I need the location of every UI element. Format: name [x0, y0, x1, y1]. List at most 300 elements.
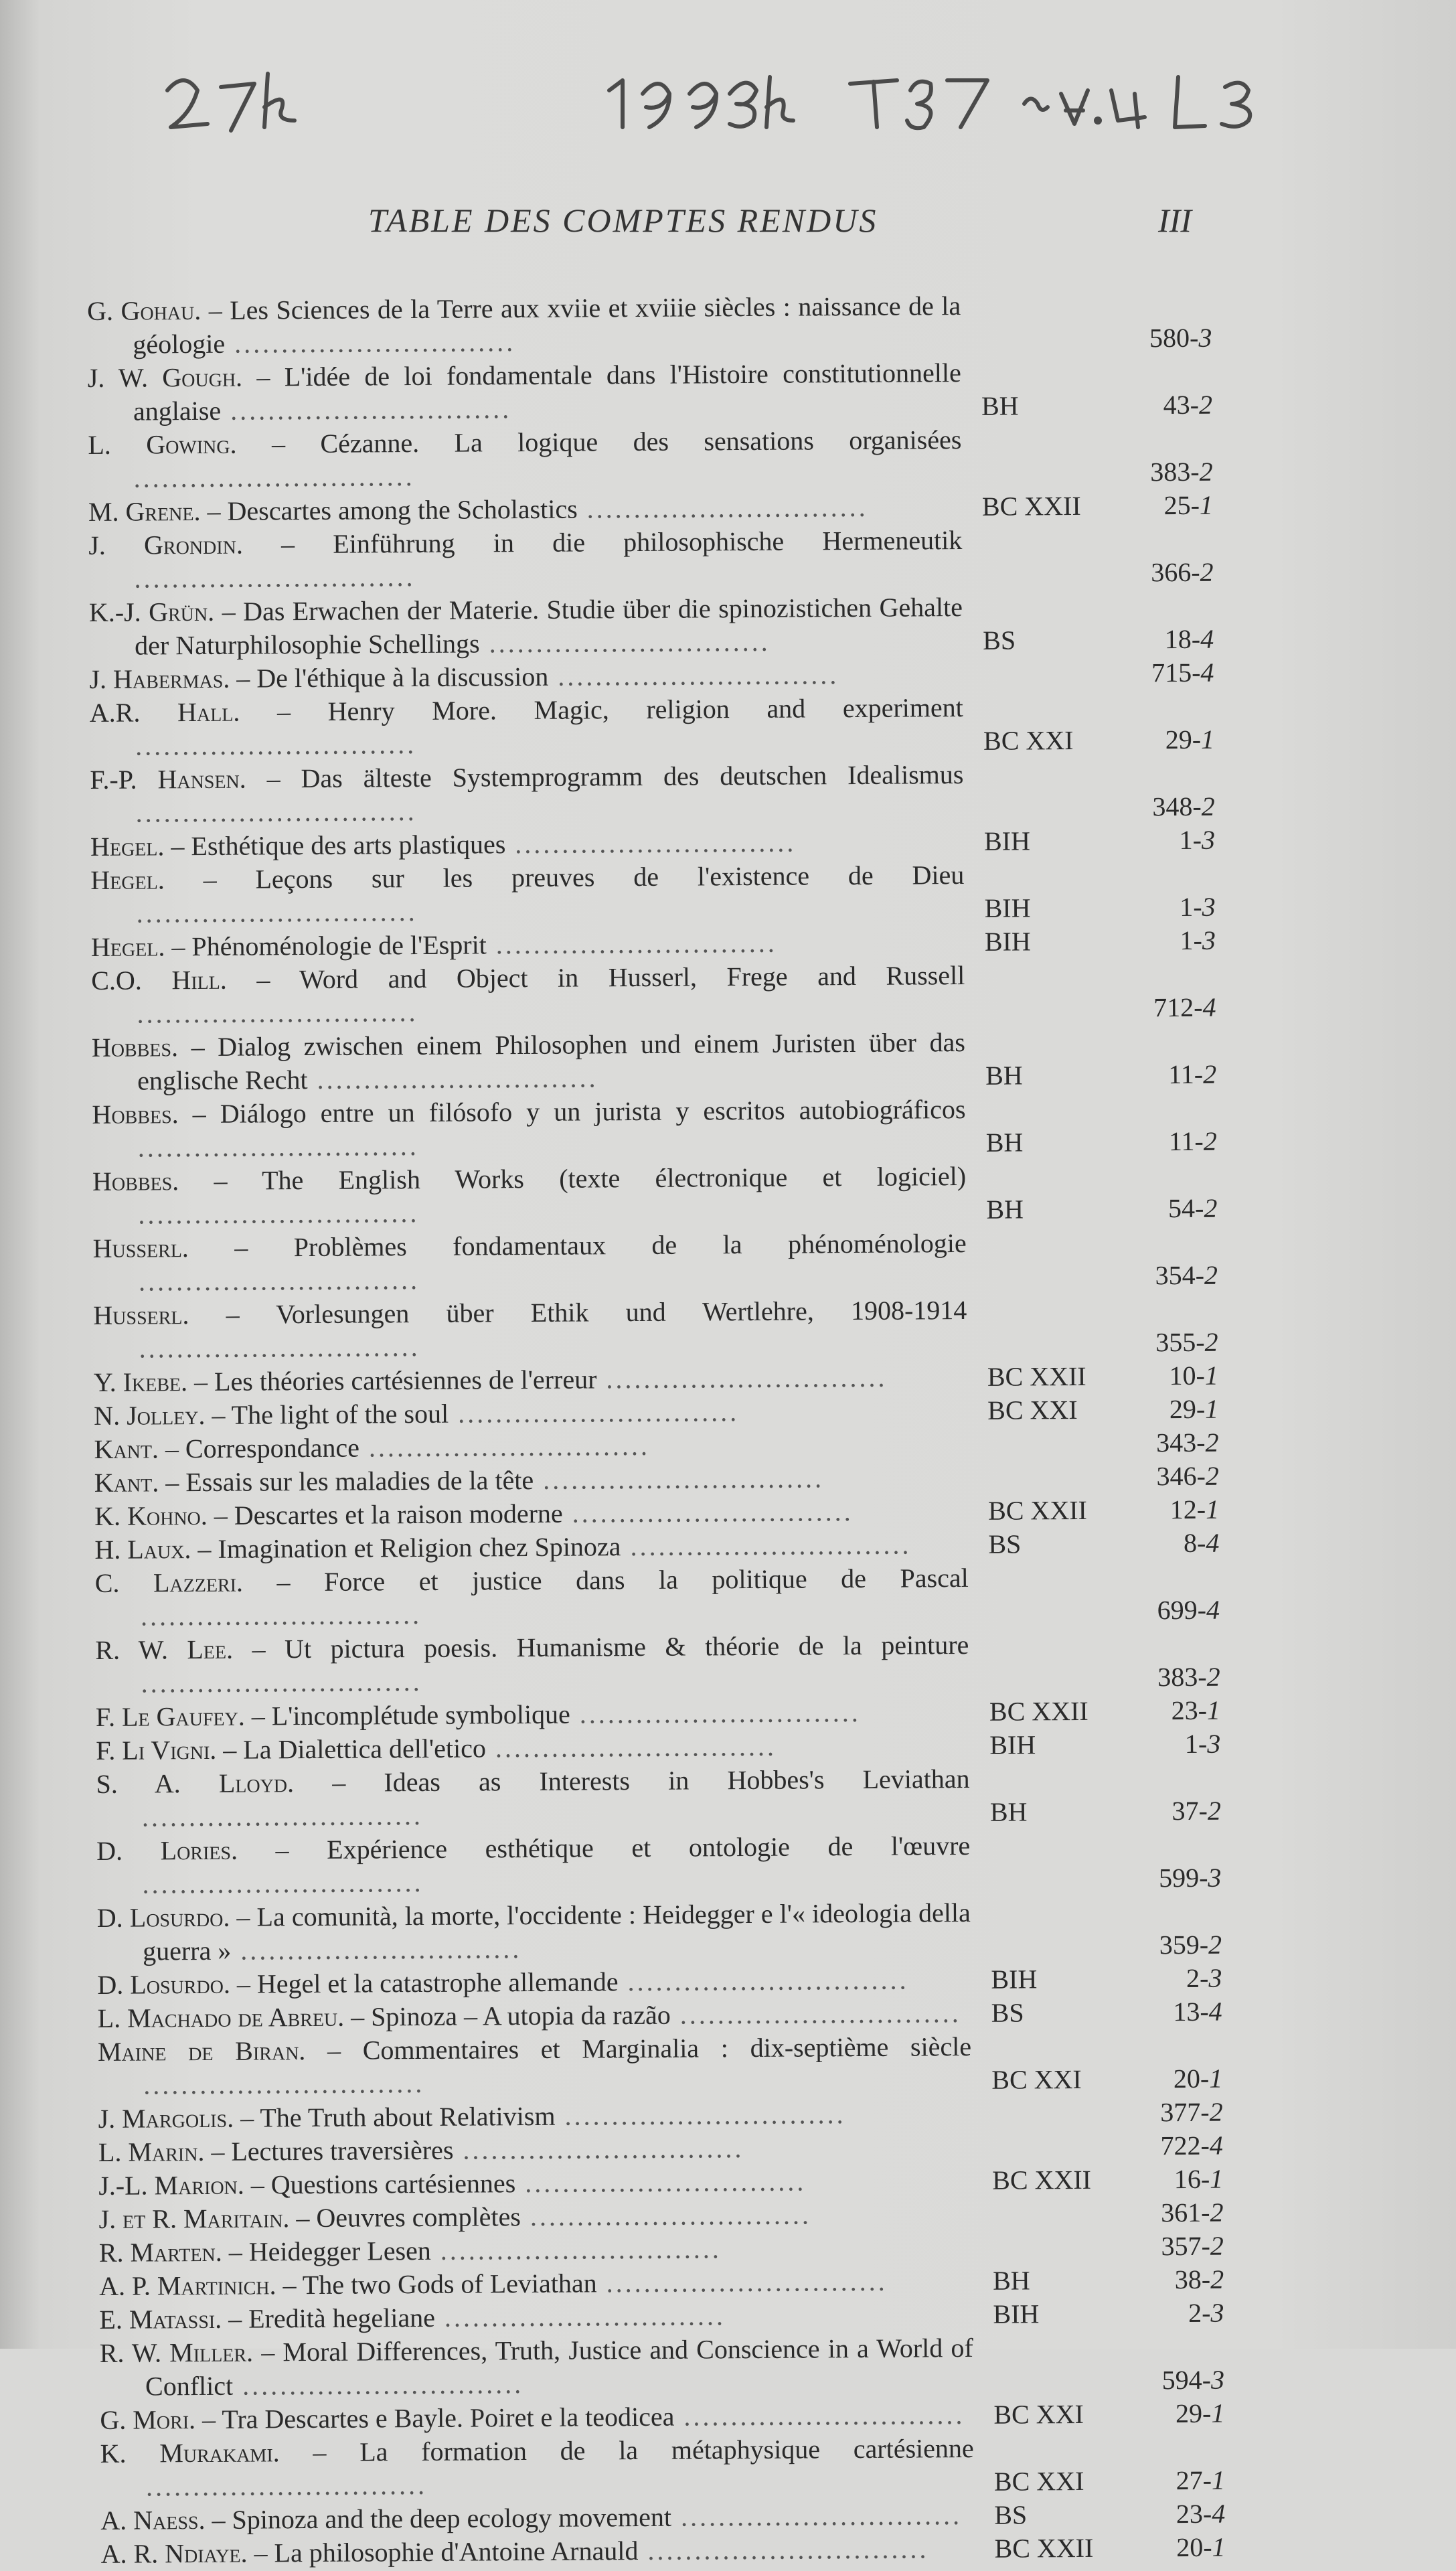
entry-author: G. Mori. [100, 2404, 196, 2435]
entry-author: H. Laux. [94, 1534, 191, 1565]
entry-page: 16- [1174, 2163, 1210, 2195]
entry-title: The English Works (texte électronique et logiciel) [262, 1161, 967, 1196]
entry-issue: 1 [1211, 2465, 1226, 2495]
entry-collection: BC XXI [991, 2063, 1082, 2095]
entry-body: A.R. Hall. – Henry More. Magic, religion and experiment .............................. [89, 692, 963, 761]
entry-collection: BS [988, 1529, 1022, 1559]
entry-page-ref [1084, 1359, 1218, 1393]
dot-leader: .............................. [596, 1362, 888, 1395]
entry-page: 29- [1165, 724, 1202, 755]
dot-leader: .............................. [485, 1731, 777, 1764]
entry-author: K. Murakami. [100, 2437, 280, 2469]
table-row [96, 1828, 1222, 1901]
entry-title: Questions cartésiennes [270, 2168, 516, 2200]
dot-leader: .............................. [448, 1397, 740, 1429]
entry-body: Hegel. – Leçons sur les preuves de l'existence de Dieu .............................. [90, 860, 965, 929]
entry-body: Kant. – Correspondance .............................. [94, 1430, 650, 1464]
table-row [100, 2531, 1225, 2571]
entry-issue: 4 [1206, 1527, 1220, 1558]
entry-page-ref [1088, 2062, 1222, 2096]
entry-issue: 2 [1207, 1795, 1222, 1826]
table-row [90, 824, 1215, 864]
page-number: III [1158, 202, 1192, 239]
entry-title: Diálogo entre un filósofo y un jurista y escritos autobiográficos [220, 1094, 966, 1129]
entry-page: 715- [1151, 657, 1201, 688]
entry-collection: BIH [993, 2299, 1040, 2329]
entry-body: D. Losurdo. – La comunità, la morte, l'occidente : Heidegger e l'« ideologia della guerra » .............................. [96, 1897, 971, 1966]
entry-issue: 1 [1209, 2063, 1223, 2094]
entry-issue: 3 [1202, 925, 1216, 955]
entry-page-ref [1084, 1393, 1218, 1427]
entry-title: La formation de la métaphysique cartésienne [359, 2432, 974, 2467]
entry-page: 10- [1169, 1360, 1206, 1391]
entry-body: F.-P. Hansen. – Das älteste Systemprogramm des deutschen Idealismus .............................. [90, 759, 964, 828]
entry-title: Esthétique des arts plastiques [191, 829, 506, 862]
entry-author: G. Gohau. [87, 295, 201, 326]
entry-title: Einführung in die philosophische Hermeneutik [333, 525, 963, 559]
entry-issue: 3 [1210, 2297, 1224, 2328]
entry-title: Moral Differences, Truth, Justice and Conscience in a World of Conflict [145, 2332, 973, 2402]
entry-page: 1- [1180, 925, 1203, 956]
entry-author: F. Le Gaufey. [95, 1701, 245, 1732]
entry-title: The light of the soul [231, 1398, 449, 1430]
entry-title: Les théories cartésiennes de l'erreur [214, 1364, 597, 1397]
entry-issue: 2 [1206, 1661, 1220, 1692]
entry-collection: BC XXII [981, 490, 1081, 522]
entry-title: Das Erwachen der Materie. Studie über die spinozistichen Gehalte der Naturphilosophie Schellings [135, 592, 963, 661]
entry-collection: BC XXII [992, 2164, 1092, 2195]
entry-body: C.O. Hill. – Word and Object in Husserl, Frege and Russell .............................. [91, 960, 965, 1029]
entry-issue: 2 [1204, 1259, 1218, 1290]
entry-title: Tra Descartes e Bayle. Poiret e la teodicea [222, 2401, 675, 2434]
dot-leader: .............................. [486, 927, 777, 960]
entry-collection: BIH [983, 826, 1031, 856]
entry-issue: 3 [1210, 2364, 1225, 2395]
entry-issue: 4 [1200, 657, 1214, 688]
entry-page-ref [1082, 924, 1216, 958]
entry-author: M. Grene. [88, 495, 201, 527]
entry-page: 712- [1153, 992, 1203, 1023]
entry-issue: 2 [1208, 1929, 1222, 1960]
entry-author: K. Kohno. [94, 1500, 208, 1531]
entry-title: Das älteste Systemprogramm des deutschen Idealismus [301, 759, 964, 794]
entry-page: 348- [1152, 791, 1202, 822]
entry-page: 12- [1169, 1494, 1206, 1525]
entry-title: De l'éthique à la discussion [256, 661, 549, 694]
entry-page: 599- [1159, 1862, 1208, 1893]
entry-author: K.-J. Grün. [88, 596, 215, 627]
entry-body: K. Murakami. – La formation de la métaphysique cartésienne .............................. [100, 2432, 974, 2502]
entry-page: 383- [1150, 456, 1200, 487]
entry-body: G. Mori. – Tra Descartes e Bayle. Poiret e la teodicea .............................. [100, 2400, 965, 2435]
dot-leader: .............................. [233, 2369, 524, 2401]
entry-page-ref [1085, 1460, 1219, 1494]
dot-leader: .............................. [139, 1331, 420, 1364]
table-row [90, 690, 1215, 763]
entry-page-ref [1080, 656, 1214, 690]
dot-leader: .............................. [220, 394, 512, 426]
dot-leader: .............................. [307, 1063, 598, 1095]
dot-leader: .............................. [135, 796, 417, 828]
entry-body: Hobbes. – Dialog zwischen einem Philosophen und einem Juristen über das englische Recht .............................. [91, 1027, 965, 1096]
entry-title: The two Gods of Leviathan [302, 2268, 597, 2301]
entry-title: Descartes et la raison moderne [234, 1498, 563, 1531]
entry-issue: 1 [1210, 2163, 1224, 2194]
entry-body: Kant. – Essais sur les maladies de la tête .............................. [94, 1463, 825, 1498]
entry-author: Hegel. [90, 931, 165, 962]
entry-page-ref [1082, 991, 1216, 1025]
table-row [87, 288, 1212, 362]
entry-author: J. Habermas. [89, 663, 230, 694]
entry-page: 699- [1157, 1594, 1207, 1626]
entry-body: L. Gowing. – Cézanne. La logique des sensations organisées .............................. [88, 424, 962, 493]
dot-leader: .............................. [548, 659, 839, 692]
entry-page: 594- [1161, 2364, 1212, 2396]
entry-page-ref [1084, 1326, 1218, 1360]
entry-collection: BC XXI [993, 2398, 1084, 2430]
entry-issue: 2 [1210, 2264, 1224, 2294]
entry-title: La philosophie d'Antoine Arnauld [274, 2536, 639, 2568]
entry-page-ref [1084, 1426, 1218, 1460]
entry-body: L. Machado de Abreu. – Spinoza – A utopia da razão .............................. [97, 1998, 961, 2033]
entry-author: A. Naess. [100, 2504, 206, 2536]
entry-page-ref [1083, 1125, 1217, 1159]
entry-page-ref [1086, 1660, 1220, 1695]
entry-page-ref [1089, 2163, 1223, 2197]
entry-title: Leçons sur les preuves de l'existence de Dieu [255, 860, 965, 894]
table-row [95, 1560, 1220, 1634]
entry-page: 1- [1180, 891, 1202, 923]
entry-author: L. Marin. [98, 2136, 205, 2167]
dot-leader: .............................. [570, 1697, 861, 1729]
entry-author: Kant. [94, 1433, 159, 1464]
entry-body: D. Lories. – Expérience esthétique et ontologie de l'œuvre .............................. [96, 1830, 971, 1899]
entry-title: Expérience esthétique et ontologie de l'œuvre [327, 1830, 971, 1865]
entry-title: Problèmes fondamentaux de la phénoménologie [293, 1228, 967, 1263]
entry-issue: 2 [1201, 791, 1215, 822]
entry-page-ref [1086, 1694, 1220, 1728]
entry-page-ref [1080, 723, 1214, 757]
entry-body: G. Gohau. – Les Sciences de la Terre aux xviie et xviiie siècles : naissance de la géologie .............................. [87, 291, 961, 360]
entry-collection: BC XXI [993, 2465, 1084, 2497]
dot-leader: .............................. [138, 1197, 420, 1230]
page-header [368, 201, 1192, 254]
entry-collection: BIH [991, 1964, 1038, 1995]
entry-body: R. W. Miller. – Moral Differences, Truth, Justice and Conscience in a World of Conflict .............................. [99, 2332, 973, 2402]
entry-page-ref [1081, 824, 1215, 858]
table-row [98, 1995, 1222, 2035]
entry-issue: 1 [1206, 1695, 1221, 1725]
dot-leader: .............................. [135, 729, 417, 761]
entry-collection: BH [985, 1060, 1023, 1091]
entry-page-ref [1081, 790, 1215, 824]
dot-leader: .............................. [479, 626, 771, 659]
entry-title: Ideas as Interests in Hobbes's Leviathan [384, 1763, 970, 1798]
entry-issue: 2 [1210, 2197, 1224, 2228]
entry-page: 25- [1163, 489, 1200, 521]
dot-leader: .............................. [671, 2500, 963, 2532]
entry-body: Maine de Biran. – Commentaires et Marginalia : dix-septième siècle .............................. [97, 2031, 972, 2100]
entry-body: D. Losurdo. – Hegel et la catastrophe allemande .............................. [97, 1964, 909, 2000]
entry-issue: 3 [1198, 322, 1212, 353]
entry-body: E. Matassi. – Eredità hegeliane .............................. [99, 2301, 726, 2335]
entry-body: R. Marten. – Heidegger Lesen .............................. [98, 2234, 722, 2268]
entry-page: 23- [1176, 2498, 1212, 2529]
entry-author: Hegel. [90, 831, 165, 862]
entry-body: Hobbes. – The English Works (texte électronique et logiciel) .............................. [92, 1161, 967, 1230]
entry-body: F. Le Gaufey. – L'incomplétude symbolique .............................. [95, 1697, 861, 1732]
entry-title: Oeuvres complètes [316, 2201, 521, 2233]
entry-body: J.-L. Marion. – Questions cartésiennes .............................. [98, 2166, 807, 2201]
dot-leader: .............................. [577, 491, 868, 524]
entry-title: Ut pictura poesis. Humanisme & théorie de la peinture [284, 1629, 969, 1664]
entry-collection: BC XXI [987, 1394, 1078, 1425]
entry-page: 43- [1163, 389, 1200, 420]
entry-issue: 2 [1205, 1460, 1219, 1491]
entry-title: Cézanne. La logique des sensations organisées [320, 424, 962, 459]
entry-collection: BC XXII [994, 2532, 1094, 2564]
entry-page-ref [1088, 1928, 1222, 1962]
entry-title: Commentaires et Marginalia : dix-septième siècle [362, 2031, 972, 2066]
entry-page: 20- [1176, 2531, 1212, 2563]
entry-body: C. Lazzeri. – Force et justice dans la politique de Pascal .............................. [94, 1562, 969, 1632]
entry-author: J.-L. Marion. [98, 2169, 244, 2201]
table-row [90, 857, 1216, 931]
entry-author: N. Jolley. [94, 1399, 206, 1431]
entry-page-ref [1078, 455, 1212, 489]
entry-collection: BH [986, 1194, 1024, 1225]
entry-page-ref [1079, 489, 1213, 523]
entry-author: Husserl. [93, 1300, 189, 1330]
entry-author: D. Lories. [96, 1835, 238, 1866]
entry-page: 361- [1161, 2197, 1210, 2228]
entry-author: C. Lazzeri. [94, 1567, 244, 1598]
entry-page: 366- [1151, 556, 1200, 588]
entry-title: L'idée de loi fondamentale dans l'Histoire constitutionnelle anglaise [133, 358, 961, 426]
entry-body: L. Marin. – Lectures traversières .............................. [98, 2133, 744, 2167]
entry-issue: 3 [1202, 891, 1216, 922]
entry-page-ref [1087, 1794, 1221, 1828]
table-row [97, 1895, 1222, 1968]
table-row [98, 2029, 1223, 2102]
entry-issue: 2 [1209, 2096, 1223, 2127]
table-row [100, 2330, 1225, 2404]
entry-issue: 4 [1208, 1996, 1222, 2027]
dot-leader: .............................. [515, 2166, 807, 2199]
entry-page: 2- [1186, 1962, 1209, 1994]
entry-page-ref [1078, 388, 1212, 422]
table-row [99, 2296, 1224, 2337]
entry-author: A. P. Martinich. [99, 2270, 276, 2301]
entry-title: Les Sciences de la Terre aux xviie et xviiie siècles : naissance de la géologie [133, 291, 961, 360]
entry-author: F.-P. Hansen. [90, 763, 246, 795]
entry-page-ref [1080, 623, 1214, 657]
entry-body: M. Grene. – Descartes among the Scholastics .............................. [88, 491, 868, 527]
entry-issue: 2 [1199, 456, 1213, 487]
entry-body: J. Habermas. – De l'éthique à la discussion .............................. [89, 659, 839, 694]
entry-body: Husserl. – Vorlesungen über Ethik und Wertlehre, 1908-1914 .............................. [93, 1295, 967, 1364]
dot-leader: .............................. [434, 2301, 726, 2333]
entry-page: 383- [1157, 1661, 1207, 1693]
dot-leader: .............................. [596, 2266, 888, 2299]
entry-issue: 3 [1207, 1728, 1221, 1759]
entry-page: 27- [1176, 2465, 1212, 2496]
dot-leader: .............................. [453, 2133, 744, 2165]
entry-collection: BS [991, 1997, 1024, 2028]
entry-author: C.O. Hill. [91, 964, 227, 996]
entry-page-ref [1085, 1527, 1219, 1561]
entry-page-ref [1090, 2296, 1224, 2331]
table-row [91, 924, 1216, 964]
dot-leader: .............................. [142, 1867, 424, 1899]
table-row [92, 1158, 1218, 1232]
entry-body: Y. Ikebe. – Les théories cartésiennes de l'erreur .............................. [93, 1362, 888, 1397]
table-row [100, 2397, 1224, 2437]
entry-page: 11- [1168, 1125, 1204, 1157]
entry-page-ref [1079, 556, 1213, 590]
entry-title: Phénoménologie de l'Esprit [191, 929, 487, 962]
entry-page: 54- [1167, 1192, 1204, 1224]
entry-page: 2- [1188, 2297, 1211, 2329]
entry-author: R. Marten. [98, 2236, 222, 2268]
entry-collection: BIH [984, 892, 1031, 923]
entry-author: A.R. Hall. [89, 696, 240, 728]
entry-collection: BIH [989, 1729, 1036, 1760]
entry-body: J. Grondin. – Einführung in die philosophische Hermeneutik .............................. [88, 525, 963, 594]
entry-author: L. Gowing. [88, 428, 237, 460]
entry-collection: BH [989, 1796, 1028, 1827]
entry-body: J. W. Gough. – L'idée de loi fondamentale dans l'Histoire constitutionnelle anglaise .............................. [87, 358, 961, 426]
entry-page: 29- [1175, 2398, 1212, 2429]
entry-title: Hegel et la catastrophe allemande [256, 1966, 619, 1999]
entry-author: Kant. [94, 1467, 159, 1498]
entry-issue: 4 [1212, 2498, 1226, 2529]
entry-issue: 2 [1200, 556, 1214, 587]
entry-issue: 4 [1202, 992, 1216, 1022]
entry-body: N. Jolley. – The light of the soul .............................. [94, 1397, 740, 1431]
entry-body: K. Kohno. – Descartes et la raison moderne .............................. [94, 1496, 854, 1531]
entry-page-ref [1090, 2363, 1224, 2398]
entry-issue: 1 [1205, 1393, 1219, 1424]
entry-collection: BC XXII [987, 1494, 1088, 1526]
handwriting-scribble-icon [154, 54, 1292, 147]
dot-leader: .............................. [138, 1264, 420, 1297]
entry-author: J. et R. Maritain. [98, 2203, 290, 2234]
entry-page-ref [1089, 2129, 1223, 2163]
dot-leader: .............................. [533, 1463, 825, 1495]
dot-leader: .............................. [638, 2534, 929, 2566]
entry-collection: BIH [984, 926, 1031, 957]
table-row [94, 1527, 1219, 1567]
entry-collection: BC XXI [983, 725, 1074, 756]
dot-leader: .............................. [231, 1934, 522, 1966]
entry-title: Heidegger Lesen [248, 2235, 431, 2267]
entry-page: 11- [1168, 1059, 1204, 1090]
entry-issue: 1 [1211, 2398, 1225, 2428]
table-row [98, 2163, 1223, 2203]
entry-author: A. R. Ndiaye. [100, 2538, 248, 2569]
entry-page-ref [1083, 1192, 1217, 1226]
dot-leader: .............................. [143, 2068, 425, 2100]
entry-title: Henry More. Magic, religion and experiment [327, 692, 963, 726]
entry-issue: 3 [1208, 1962, 1222, 1993]
entry-collection: BH [993, 2265, 1030, 2296]
entry-page: 346- [1156, 1460, 1206, 1492]
entry-page-ref [1086, 1727, 1220, 1762]
entry-issue: 2 [1204, 1192, 1218, 1223]
entry-page-ref [1089, 2196, 1223, 2230]
entry-title: Word and Object in Husserl, Frege and Russell [299, 960, 965, 995]
entry-body: Husserl. – Problèmes fondamentaux de la phénoménologie .............................. [92, 1228, 967, 1297]
dot-leader: .............................. [359, 1430, 650, 1463]
entry-collection: BC XXII [987, 1360, 1086, 1392]
entry-page: 1- [1179, 824, 1202, 856]
entry-issue: 1 [1200, 724, 1215, 755]
entry-page: 1- [1184, 1728, 1208, 1760]
entry-page: 357- [1161, 2230, 1210, 2262]
entry-body: J. Margolis. – The Truth about Relativism .............................. [98, 2099, 846, 2134]
entry-author: D. Losurdo. [97, 1968, 231, 2000]
entry-page: 8- [1183, 1527, 1206, 1559]
entry-page-ref [1088, 2096, 1222, 2130]
table-row [94, 1393, 1218, 1433]
entry-author: L. Machado de Abreu. [97, 2001, 345, 2033]
dot-leader: .............................. [520, 2199, 812, 2232]
table-row [89, 589, 1214, 663]
dot-leader: .............................. [134, 562, 416, 594]
dot-leader: .............................. [225, 327, 516, 359]
table-row [96, 1727, 1220, 1768]
entry-collection: BS [983, 625, 1016, 655]
entry-body: A. P. Martinich. – The two Gods of Leviathan .............................. [99, 2266, 888, 2301]
dot-leader: .............................. [141, 1800, 424, 1833]
entry-issue: 2 [1198, 389, 1213, 420]
entry-title: Essais sur les maladies de la tête [185, 1464, 534, 1498]
entry-title: Lectures traversières [231, 2134, 454, 2167]
table-row [88, 522, 1214, 596]
entry-issue: 1 [1199, 489, 1214, 520]
entry-page-ref [1085, 1493, 1219, 1527]
entry-page: 23- [1171, 1695, 1208, 1726]
handwritten-annotation [154, 54, 1292, 147]
entry-page: 20- [1173, 2063, 1210, 2094]
entry-page: 580- [1149, 322, 1199, 354]
entry-issue: 4 [1200, 623, 1214, 654]
entry-author: S. A. Lloyd. [96, 1768, 295, 1799]
entry-collection: BH [985, 1127, 1024, 1158]
entry-author: J. Margolis. [98, 2102, 234, 2134]
entry-body: J. et R. Maritain. – Oeuvres complètes .............................. [98, 2199, 812, 2234]
entry-page-ref [1086, 1593, 1220, 1628]
table-row [90, 757, 1215, 830]
entry-author: Hobbes. [91, 1032, 179, 1063]
entry-issue: 1 [1204, 1360, 1219, 1391]
entry-title: Eredità hegeliane [248, 2302, 436, 2334]
entry-title: Force et justice dans la politique de Pascal [323, 1562, 969, 1597]
entry-page-ref [1088, 1962, 1222, 1996]
table-row [100, 2430, 1226, 2504]
table-row [88, 489, 1213, 529]
entry-body: A. R. Ndiaye. – La philosophie d'Antoine Arnauld .............................. [100, 2534, 929, 2569]
dot-leader: .............................. [145, 2469, 428, 2502]
table-row [95, 1627, 1220, 1701]
table-row [88, 355, 1213, 428]
entry-author: R. W. Lee. [95, 1634, 234, 1665]
entry-issue: 3 [1201, 824, 1216, 855]
entry-author: Hobbes. [92, 1099, 179, 1129]
entry-body: F. Li Vigni. – La Dialettica dell'etico .............................. [96, 1731, 777, 1766]
table-row [92, 1024, 1217, 1098]
